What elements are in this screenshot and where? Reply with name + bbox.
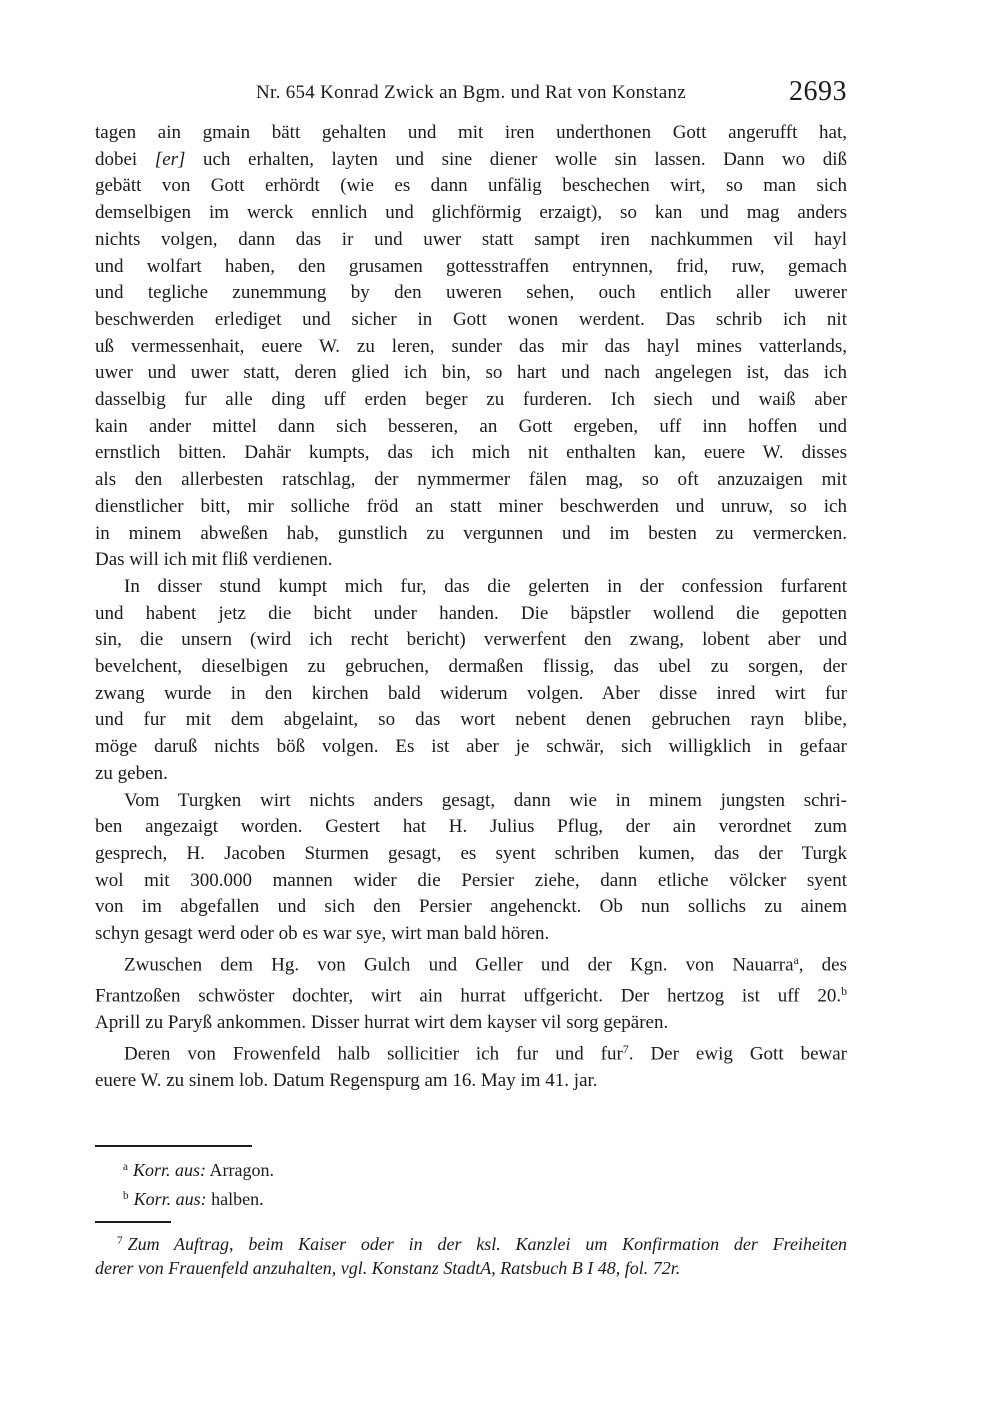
text-segment: ernstlich bitten. Dahär kumpts, das ich mich nit enthalten kan, euere W. disses (95, 442, 847, 464)
text-segment: Frantzoßen schwöster dochter, wirt ain hurrat uffgericht. Der hertzog ist uff 20. (95, 985, 842, 1007)
text-line (95, 280, 847, 307)
paragraph (95, 788, 847, 948)
text-segment: und tegliche zunemmung by den uweren sehen, ouch entlich aller uwerer (95, 282, 847, 304)
apparatus-notes (95, 1154, 847, 1212)
footnote-marker: 7 (622, 1042, 629, 1056)
text-segment: möge daruß nichts böß volgen. Es ist aber je schwär, sich willigklich in gefaar (95, 736, 847, 758)
paragraph (95, 1183, 847, 1212)
text-line (95, 467, 847, 494)
text-line (95, 734, 847, 761)
text-line (95, 574, 847, 601)
text-line (95, 1256, 847, 1280)
text-segment: Deren von Frowenfeld halb sollicitier ich fur und fur (124, 1043, 623, 1065)
text-line (95, 200, 847, 227)
paragraph (95, 1229, 847, 1280)
text-line (95, 387, 847, 414)
text-line (95, 1183, 847, 1212)
text-line (95, 307, 847, 334)
text-line (95, 147, 847, 174)
commentary-rule (95, 1221, 171, 1223)
text-segment: in minem abweßen hab, gunstlich zu vergunnen und im besten zu vermercken. (95, 522, 847, 544)
text-line (95, 494, 847, 521)
text-segment: tagen ain gmain bätt gehalten und mit iren underthonen Gott angerufft hat, (95, 122, 847, 143)
text-line (95, 948, 847, 979)
text-segment: als den allerbesten ratschlag, der nymmermer fälen mag, so oft anzuzaigen mit (95, 469, 847, 491)
text-segment: . Der ewig Gott bewar (628, 1043, 847, 1065)
text-line (95, 414, 847, 441)
text-line (95, 921, 847, 948)
text-line (95, 788, 847, 815)
italic-segment: [er] (154, 148, 186, 170)
footnotes-section (95, 1145, 847, 1280)
italic-segment: Korr. aus: (133, 1188, 207, 1209)
text-column (95, 0, 847, 1280)
text-segment: uß vermessenhait, euere W. zu leren, sunder das mir das hayl mines vatterlands, (95, 335, 847, 357)
text-segment: Arragon. (205, 1159, 274, 1180)
text-segment: demselbigen im werck ennlich und glichförmig erzaigt), so kan und mag anders (95, 202, 847, 224)
text-segment: dobei (95, 148, 155, 170)
text-segment: , des (798, 954, 848, 976)
paragraph (95, 574, 847, 788)
text-line (95, 547, 847, 574)
header-title: Nr. 654 Konrad Zwick an Bgm. und Rat von Konstanz (256, 82, 686, 103)
text-segment: sin, die unsern (wird ich recht bericht) verwerfent den zwang, lobent aber und (95, 629, 847, 651)
page-number: 2693 (789, 76, 847, 107)
text-segment: und fur mit dem abgelaint, so das wort nebent denen gebruchen rayn blibe, (95, 709, 847, 731)
text-line (95, 841, 847, 868)
text-line (95, 1010, 847, 1037)
text-segment: kain ander mittel dann sich besseren, an Gott ergeben, uff inn hoffen und (95, 415, 847, 437)
text-line (95, 1229, 847, 1256)
text-line (95, 227, 847, 254)
text-line (95, 894, 847, 921)
footnote-marker: 7 (117, 1234, 123, 1247)
text-segment: dienstlicher bitt, mir solliche fröd an statt miner beschwerden und unruw, so ich (95, 495, 847, 517)
commentary-note (95, 1229, 847, 1280)
text-segment: von im abgefallen und sich den Persier angehenckt. Ob nun sollichs zu ainem (95, 896, 847, 918)
text-segment: zu geben. (95, 762, 168, 784)
text-line (95, 654, 847, 681)
text-segment: euere W. zu sinem lob. Datum Regenspurg am 16. May im 41. jar. (95, 1070, 598, 1092)
text-segment: schyn gesagt werd oder ob es war sye, wirt man bald hören. (95, 923, 550, 945)
letter-body (95, 120, 847, 1095)
footnote-marker: b (841, 984, 847, 998)
text-segment: halben. (206, 1188, 264, 1209)
text-line (95, 1068, 847, 1095)
text-line (95, 601, 847, 628)
text-segment: gebätt von Gott erhördt (wie es dann unfälig beschechen wirt, so man sich (95, 175, 847, 197)
text-line (95, 120, 847, 147)
text-line (95, 627, 847, 654)
text-line (95, 868, 847, 895)
text-segment: und habent jetz die bicht under handen. Die bäpstler wollend die gepotten (95, 602, 847, 624)
paragraph (95, 1154, 847, 1183)
text-line (95, 681, 847, 708)
text-segment: uch erhalten, layten und sine diener wolle sin lassen. Dann wo diß (185, 148, 847, 170)
text-line (95, 979, 847, 1010)
footnote-marker: a (123, 1160, 128, 1173)
text-line (95, 254, 847, 281)
text-line (95, 814, 847, 841)
text-line (95, 707, 847, 734)
text-segment: dasselbig fur alle ding uff erden beger zu furderen. Ich siech und waiß aber (95, 389, 847, 411)
italic-segment: Korr. aus: (132, 1159, 206, 1180)
text-segment: In disser stund kumpt mich fur, das die gelerten in der confession furfarent (124, 575, 847, 597)
apparatus-rule (95, 1145, 252, 1147)
footnote-marker: a (793, 953, 799, 967)
text-segment: ben angezaigt worden. Gestert hat H. Julius Pflug, der ain verordnet zum (95, 816, 847, 838)
text-segment: Vom Turgken wirt nichts anders gesagt, dann wie in minem jungsten schri- (124, 789, 847, 811)
footnote-marker: b (123, 1189, 129, 1202)
italic-segment: Zum Auftrag, beim Kaiser oder in der ksl. Kanzlei um Konfirmation der Freiheiten (127, 1234, 847, 1255)
paragraph (95, 1037, 847, 1095)
text-segment: nichts volgen, dann das ir und uwer statt sampt iren nachkummen vil hayl (95, 228, 847, 250)
italic-segment: derer von Frauenfeld anzuhalten, vgl. Konstanz StadtA, Ratsbuch B I 48, fol. 72r. (95, 1258, 681, 1279)
text-segment: wol mit 300.000 mannen wider die Persier ziehe, dann etliche völcker syent (95, 869, 847, 891)
text-segment: Zwuschen dem Hg. von Gulch und Geller und der Kgn. von Nauarra (124, 954, 794, 976)
text-line (95, 440, 847, 467)
text-segment: uwer und uwer statt, deren glied ich bin, so hart und nach angelegen ist, das ich (95, 362, 847, 384)
text-segment: Aprill zu Paryß ankommen. Disser hurrat wirt dem kayser vil sorg gepären. (95, 1012, 669, 1034)
text-segment: und wolfart haben, den grusamen gottesstraffen entrynnen, frid, ruw, gemach (95, 255, 847, 277)
text-line (95, 1037, 847, 1068)
text-line (95, 360, 847, 387)
paragraph (95, 948, 847, 1037)
text-line (95, 173, 847, 200)
text-line (95, 521, 847, 548)
text-segment: zwang wurde in den kirchen bald widerum volgen. Aber disse inred wirt fur (95, 682, 847, 704)
text-segment: gesprech, H. Jacoben Sturmen gesagt, es syent schriben kumen, das der Turgk (95, 842, 847, 864)
text-segment: beschwerden erlediget und sicher in Gott wonen werdent. Das schrib ich nit (95, 308, 847, 330)
paragraph (95, 120, 847, 574)
text-segment: bevelchent, dieselbigen zu gebruchen, dermaßen flissig, das ubel zu sorgen, der (95, 656, 847, 678)
running-header (95, 76, 847, 108)
text-line (95, 1154, 847, 1183)
text-line (95, 334, 847, 361)
text-segment: Das will ich mit fliß verdienen. (95, 549, 333, 571)
text-line (95, 761, 847, 788)
